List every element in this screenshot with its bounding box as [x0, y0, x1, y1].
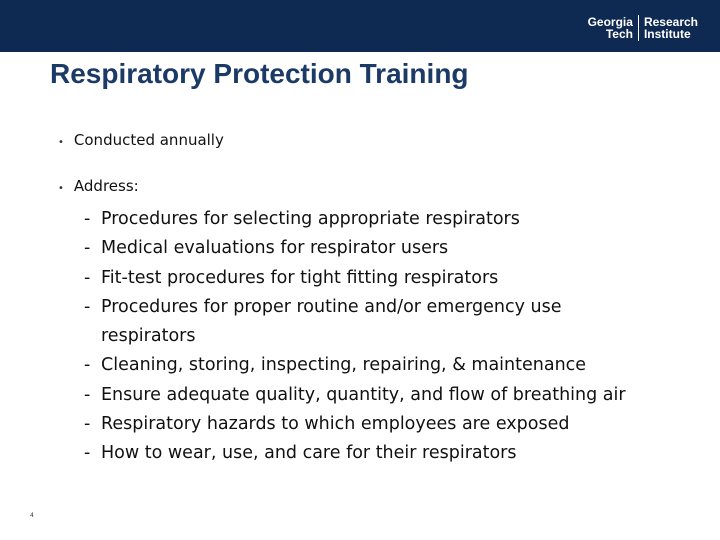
logo-text-tech: Tech: [605, 27, 633, 41]
sub-item: - Cleaning, storing, inspecting, repairing, & maintenance: [84, 351, 684, 380]
slide-title: Respiratory Protection Training: [50, 58, 469, 89]
page-number: 4: [30, 512, 34, 519]
dash-bullet-icon: -: [84, 209, 91, 229]
logo-text-georgia: Georgia: [587, 15, 633, 29]
bullet-item: [58, 131, 224, 149]
sub-item: - Ensure adequate quality, quantity, and flow of breathing air: [84, 381, 684, 410]
georgia-tech-research-institute-logo: [588, 13, 698, 43]
logo-text-institute: Institute: [643, 27, 691, 41]
logo-divider: [638, 15, 639, 41]
dash-bullet-icon: -: [84, 443, 91, 464]
sub-item: - Procedures for proper routine and/or emergency use respirators: [84, 293, 684, 352]
dash-bullet-icon: -: [84, 355, 91, 376]
dash-bullet-icon: -: [84, 384, 91, 405]
sub-item-list: [84, 205, 684, 469]
dash-bullet-icon: -: [84, 238, 91, 259]
sub-item: - Fit-test procedures for tight fitting respirators: [84, 264, 684, 293]
dash-bullet-icon: -: [84, 414, 91, 435]
sub-item: - Procedures for selecting appropriate respirators: [84, 205, 684, 234]
dash-bullet-icon: -: [84, 267, 91, 288]
sub-item: - Respiratory hazards to which employees are exposed: [84, 410, 684, 439]
bullet-dot-icon: •: [58, 183, 64, 194]
bullet-item: [58, 177, 139, 195]
sub-item: - How to wear, use, and care for their respirators: [84, 439, 684, 468]
header-bar: [0, 0, 720, 52]
dash-bullet-icon: -: [84, 296, 91, 317]
logo-text-research: Research: [643, 15, 698, 29]
sub-item: - Medical evaluations for respirator users: [84, 234, 684, 263]
bullet-dot-icon: •: [58, 137, 64, 148]
bullet-text: Address:: [73, 177, 139, 195]
bullet-text: Conducted annually: [73, 131, 224, 149]
